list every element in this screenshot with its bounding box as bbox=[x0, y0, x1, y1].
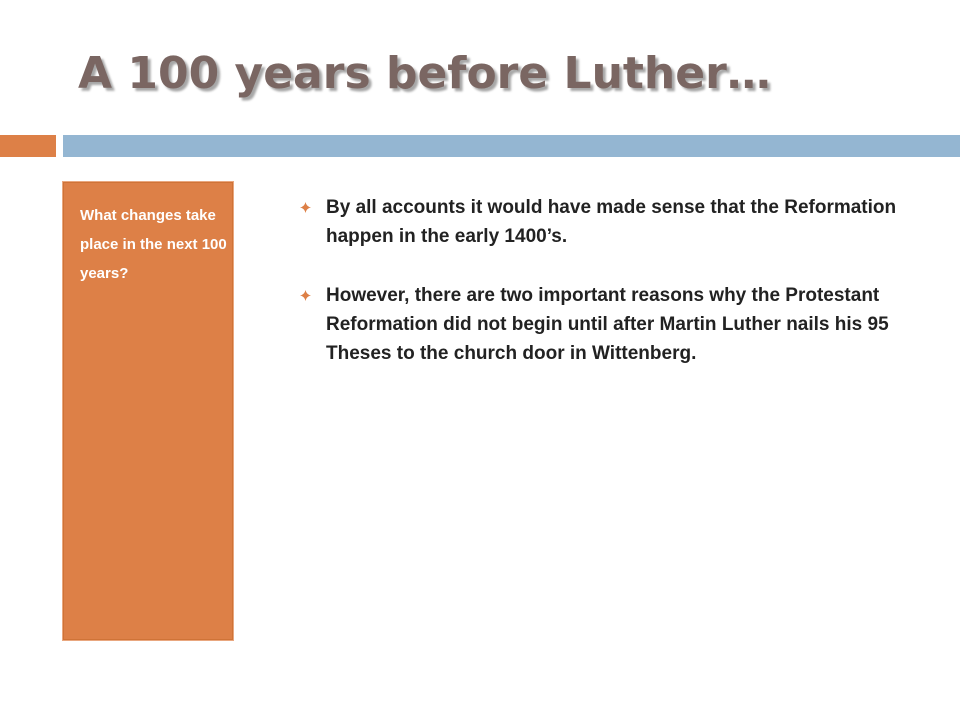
bullet-text: By all accounts it would have made sense that the Reformation happen in the early 1400’s. bbox=[326, 197, 897, 247]
sidebar-text: What changes take place in the next 100 years? bbox=[80, 207, 227, 282]
bullet-text: However, there are two important reasons why the Protestant Reformation did not begin until after Martin Luther nails his 95 Theses to the church door in Wittenberg. bbox=[326, 285, 889, 364]
slide-title: A 100 years before Luther… bbox=[78, 48, 771, 99]
accent-bar-orange bbox=[0, 135, 56, 157]
bullet-item bbox=[300, 281, 910, 368]
bullet-list bbox=[300, 193, 910, 398]
diamond-bullet-icon bbox=[300, 202, 311, 213]
bullet-item bbox=[300, 193, 910, 251]
sidebar-panel bbox=[62, 181, 234, 641]
diamond-bullet-icon bbox=[300, 290, 311, 301]
accent-bar-blue bbox=[63, 135, 960, 157]
